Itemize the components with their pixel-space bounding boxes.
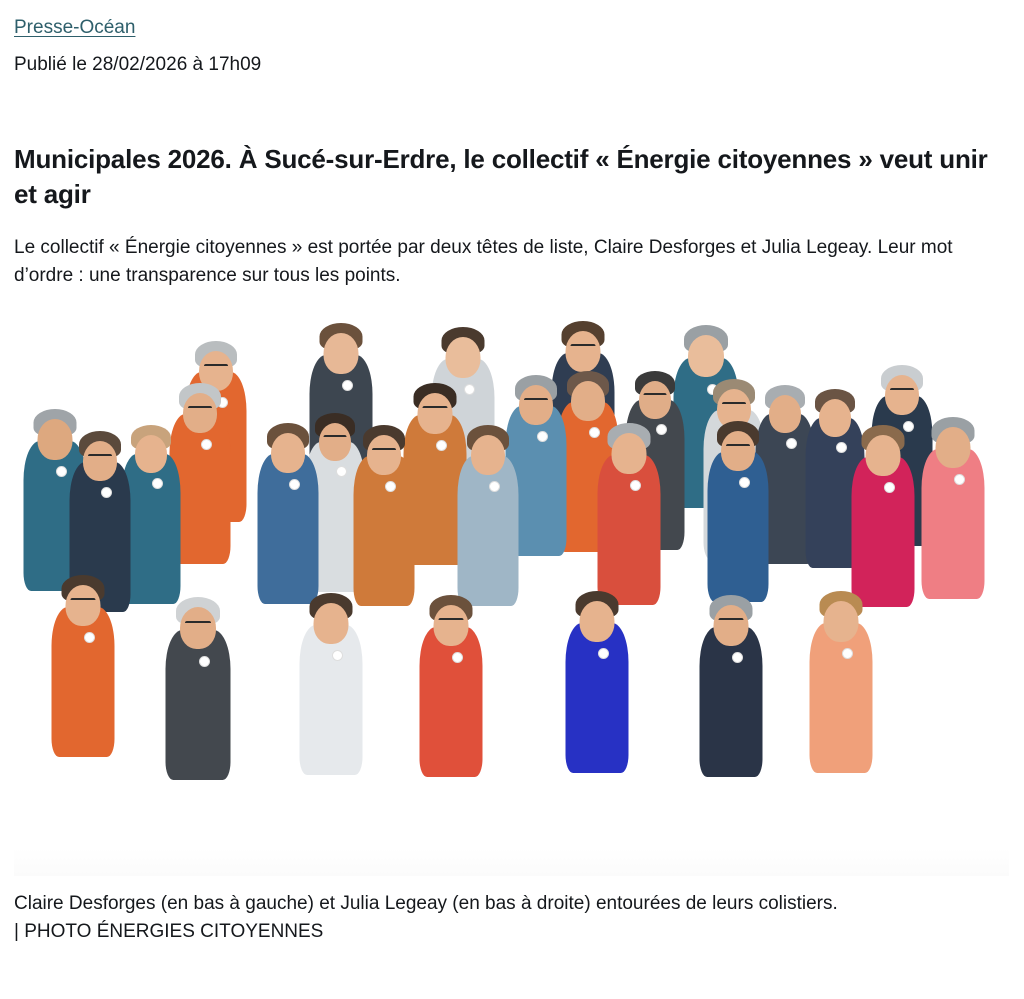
photo-person-badge (56, 466, 67, 477)
photo-person-head (271, 433, 305, 473)
photo-person-glasses (890, 388, 914, 395)
photo-person-head (83, 441, 117, 481)
photo-person-head (367, 435, 401, 475)
photo-person-body (420, 627, 483, 777)
photo-person (354, 428, 414, 612)
photo-person-body (700, 627, 763, 777)
photo-person-head (319, 423, 351, 461)
photo-person-badge (385, 481, 396, 492)
photo-person-body (922, 449, 985, 599)
photo-person-badge (452, 652, 463, 663)
photo-person-glasses (185, 621, 211, 628)
photo-person-glasses (644, 393, 667, 400)
photo-person (852, 428, 914, 613)
photo-person-head (314, 603, 349, 644)
photo-person-badge (332, 650, 343, 661)
article-standfirst: Le collectif « Énergie citoyennes » est portée par deux têtes de liste, Claire Desforges et Julia Legeay. Leur mot d’ordre : une transparence sur tous les points. (14, 237, 953, 286)
photo-person-head (580, 601, 615, 642)
photo-person-badge (489, 481, 500, 492)
photo-person-badge (537, 431, 548, 442)
photo-person (300, 596, 362, 781)
photo-person-badge (954, 474, 965, 485)
photo-person-body (708, 452, 769, 602)
photo-person-glasses (439, 618, 464, 625)
photo-person-head (135, 435, 167, 473)
photo-person (700, 598, 762, 783)
photo-person-head (714, 605, 749, 646)
photo-person (420, 598, 482, 783)
photo-person-head (936, 427, 971, 468)
photo-person-head (571, 381, 605, 421)
photo-person-glasses (571, 344, 596, 351)
photo-person-head (38, 419, 73, 460)
photo-person-body (258, 454, 319, 604)
photo-person-glasses (188, 406, 212, 413)
photo-person-head (566, 331, 601, 372)
photo-person-body (852, 457, 915, 607)
photo-person-head (66, 585, 101, 626)
photo-person-badge (289, 479, 300, 490)
photo-person (52, 578, 114, 763)
photo-person-head (418, 393, 453, 434)
photo-person (258, 426, 318, 610)
photo-person (708, 424, 768, 608)
photo-person-head (866, 435, 901, 476)
photo-person-head (819, 399, 851, 437)
photo-person-glasses (722, 402, 746, 409)
photo-person-badge (199, 656, 210, 667)
photo-person (922, 420, 984, 605)
photo-person-head (434, 605, 469, 646)
photo-person-head (446, 337, 481, 378)
photo-person-badge (786, 438, 797, 449)
photo-person-badge (101, 487, 112, 498)
photo-person (166, 600, 230, 786)
photo-person-head (183, 393, 217, 433)
photo-person-glasses (719, 618, 744, 625)
photo-person (458, 428, 518, 612)
photo-person-glasses (71, 598, 96, 605)
photo-person (810, 594, 872, 779)
photo-person-badge (201, 439, 212, 450)
photo-person-body (458, 456, 519, 606)
figure-caption: Claire Desforges (en bas à gauche) et Julia Legeay (en bas à droite) entourées de leurs colistiers. (14, 893, 838, 914)
source-publication-link[interactable]: Presse-Océan (14, 17, 136, 38)
photo-person-head (639, 381, 671, 419)
photo-person (566, 594, 628, 779)
photo-person-head (769, 395, 801, 433)
photo-person-badge (884, 482, 895, 493)
photo-person-badge (739, 477, 750, 488)
photo-person-body (598, 455, 661, 605)
photo-person-glasses (726, 444, 750, 451)
photo-person-head (180, 607, 216, 649)
photo-person-badge (630, 480, 641, 491)
photo-floor (14, 848, 1009, 876)
photo-person-glasses (88, 454, 112, 461)
photo-person-badge (436, 440, 447, 451)
photo-person-head (324, 333, 359, 374)
photo-person (598, 426, 660, 611)
photo-person-badge (732, 652, 743, 663)
photo-person-head (688, 335, 724, 377)
published-timestamp: Publié le 28/02/2026 à 17h09 (14, 54, 262, 75)
photo-person-head (885, 375, 919, 415)
photo-person-glasses (372, 448, 396, 455)
photo-person-body (354, 456, 415, 606)
article-figure (14, 316, 1010, 946)
photo-person-glasses (524, 398, 548, 405)
photo-person-badge (598, 648, 609, 659)
photo-person-badge (336, 466, 347, 477)
photo-person-body (52, 607, 115, 757)
photo-person-head (471, 435, 505, 475)
photo-person-head (612, 433, 647, 474)
photo-person (122, 428, 180, 610)
photo-person-head (721, 431, 755, 471)
photo-person-body (566, 623, 629, 773)
group-photo-image (14, 316, 1009, 876)
photo-person-badge (152, 478, 163, 489)
photo-person-badge (342, 380, 353, 391)
photo-person-glasses (204, 364, 228, 371)
figure-credit: | PHOTO ÉNERGIES CITOYENNES (14, 921, 324, 942)
photo-person-body (810, 623, 873, 773)
photo-person-badge (842, 648, 853, 659)
photo-person-head (824, 601, 859, 642)
photo-person-glasses (324, 435, 347, 442)
photo-person-body (300, 625, 363, 775)
photo-person-head (519, 385, 553, 425)
photo-person-glasses (423, 406, 448, 413)
photo-person-badge (836, 442, 847, 453)
photo-person-badge (84, 632, 95, 643)
photo-person-body (166, 630, 231, 780)
page-title: Municipales 2026. À Sucé-sur-Erdre, le collectif « Énergie citoyennes » veut unir et agir (14, 144, 988, 209)
